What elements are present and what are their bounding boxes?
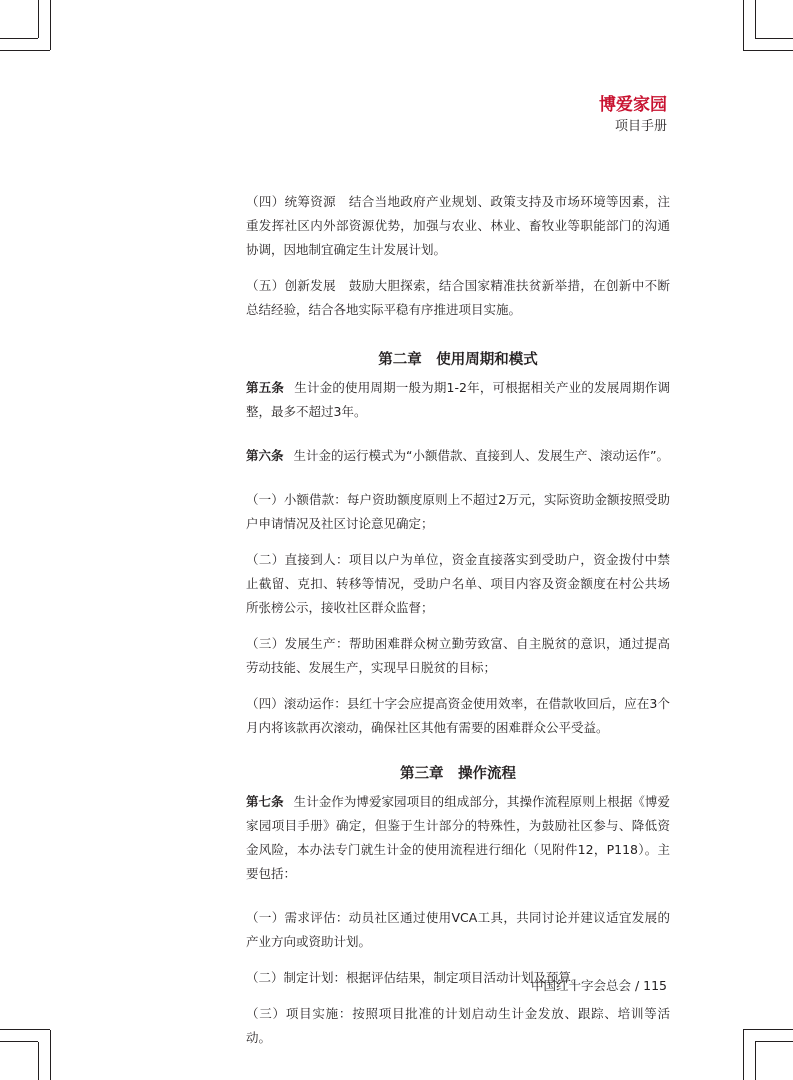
- article-label: 第六条: [246, 448, 284, 463]
- paragraph: （四）统筹资源 结合当地政府产业规划、政策支持及市场环境等因素，注重发挥社区内外部资源优势，加强与农业、林业、畜牧业等职能部门的沟通协调，因地制宜确定生计发展计划。: [246, 194, 670, 257]
- list-item: （三）发展生产：帮助困难群众树立勤劳致富、自主脱贫的意识，通过提高劳动技能、发展生产，实现早日脱贫的目标；: [246, 636, 670, 675]
- list-item: （二）制定计划：根据评估结果，制定项目活动计划及预算。: [246, 970, 584, 985]
- crop-mark: [0, 50, 50, 51]
- crop-mark: [0, 38, 38, 39]
- crop-mark: [755, 1042, 756, 1080]
- paragraph: （五）创新发展 鼓励大胆探索，结合国家精准扶贫新举措，在创新中不断总结经验，结合各地实际平稳有序推进项目实施。: [246, 278, 670, 317]
- brand-title: 博爱家园: [599, 95, 667, 115]
- crop-mark: [38, 1042, 39, 1080]
- article-label: 第七条: [246, 794, 284, 809]
- crop-mark: [755, 38, 793, 39]
- crop-mark: [743, 0, 744, 50]
- crop-mark: [50, 0, 51, 50]
- crop-mark: [743, 1029, 793, 1030]
- page-body: [246, 188, 670, 1050]
- article-text: 生计金的运行模式为“小额借款、直接到人、发展生产、滚动运作”。: [293, 448, 669, 463]
- crop-mark: [755, 1041, 793, 1042]
- list-item: （一）小额借款：每户资助额度原则上不超过2万元，实际资助金额按照受助户申请情况及社区讨论意见确定；: [246, 492, 670, 531]
- chapter-heading: 第二章 使用周期和模式: [378, 352, 538, 368]
- article-text: 生计金作为博爱家园项目的组成部分，其操作流程原则上根据《博爱家园项目手册》确定，但鉴于生计部分的特殊性，为鼓励社区参与、降低资金风险，本办法专门就生计金的使用流程进行细化（见附件12，P118）。主要包括：: [246, 794, 670, 881]
- list-item: （二）直接到人：项目以户为单位，资金直接落实到受助户，资金拨付中禁止截留、克扣、转移等情况，受助户名单、项目内容及资金额度在村公共场所张榜公示，接收社区群众监督；: [246, 552, 670, 615]
- list-item: （一）需求评估：动员社区通过使用VCA工具，共同讨论并建议适宜发展的产业方向或资助计划。: [246, 910, 670, 949]
- crop-mark: [0, 1029, 50, 1030]
- article-text: 生计金的使用周期一般为期1-2年，可根据相关产业的发展周期作调整，最多不超过3年。: [246, 380, 670, 419]
- article-label: 第五条: [246, 380, 285, 395]
- running-header: [599, 94, 667, 136]
- crop-mark: [38, 0, 39, 38]
- crop-mark: [0, 1041, 38, 1042]
- article: [246, 790, 670, 886]
- list-item: （四）滚动运作：县红十字会应提高资金使用效率，在借款收回后，应在3个月内将该款再次滚动，确保社区其他有需要的困难群众公平受益。: [246, 696, 670, 735]
- header-subtitle: 项目手册: [614, 119, 667, 134]
- chapter-heading: 第三章 操作流程: [400, 766, 516, 782]
- crop-mark: [50, 1030, 51, 1080]
- crop-mark: [743, 1030, 744, 1080]
- crop-mark: [755, 0, 756, 38]
- list-item: （三）项目实施：按照项目批准的计划启动生计金发放、跟踪、培训等活动。: [246, 1006, 670, 1045]
- article: [246, 376, 670, 424]
- crop-mark: [743, 50, 793, 51]
- article: [246, 444, 670, 468]
- page-footer: 中国红十字会总会 / 115: [530, 978, 667, 993]
